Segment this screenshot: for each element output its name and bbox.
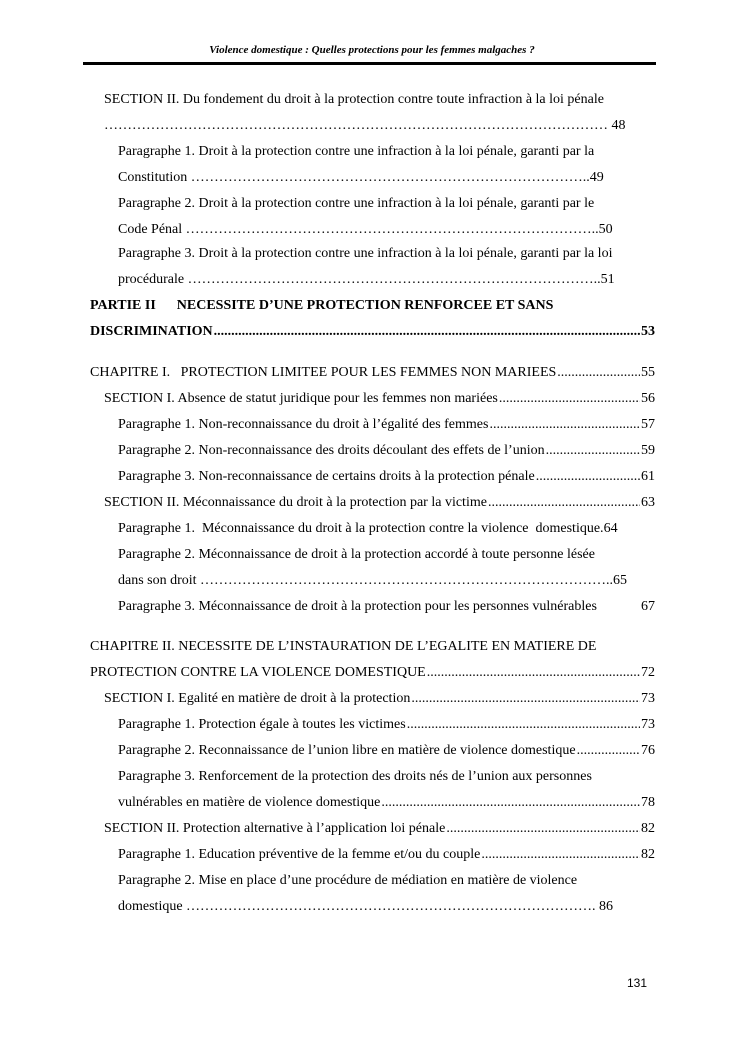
toc-paragraph-2-line-2: Code Pénal ……………………………………………………………………………..50 xyxy=(118,222,613,237)
page-number: 131 xyxy=(627,976,648,990)
dot-leader xyxy=(427,664,640,682)
toc-c2s1-paragraph-1 xyxy=(118,716,655,734)
toc-c2s2-paragraph-1 xyxy=(118,846,655,864)
dot-leader xyxy=(546,442,640,460)
dot-leader xyxy=(577,742,640,760)
toc-paragraph-2-line-1: Paragraphe 2. Droit à la protection contre une infraction à la loi pénale, garanti par le xyxy=(118,196,595,211)
toc-section-2-line-2: ……………………………………………………………………………………………… 48 xyxy=(104,118,626,133)
dot-leader xyxy=(407,716,640,734)
toc-c2s1-paragraph-2 xyxy=(118,742,655,760)
toc-c1s1-paragraph-1 xyxy=(118,416,655,434)
toc-c1s1-paragraph-2 xyxy=(118,442,655,460)
toc-entry-title: SECTION II. Protection alternative à l’application loi pénale xyxy=(104,821,446,836)
toc-page-number: 64 xyxy=(603,521,618,536)
toc-chapitre-1 xyxy=(90,364,655,382)
toc-chapitre-2-section-1 xyxy=(104,690,655,708)
toc-paragraph-1-line-1: Paragraphe 1. Droit à la protection contre une infraction à la loi pénale, garanti par la xyxy=(118,144,595,159)
toc-entry-title: Paragraphe 2. Non-reconnaissance des droits découlant des effets de l’union xyxy=(118,443,545,458)
dot-leader xyxy=(411,690,640,708)
toc-chapitre-2-line-2 xyxy=(90,664,655,682)
toc-page-number: 63 xyxy=(641,495,655,510)
toc-page-number: 59 xyxy=(641,443,655,458)
toc-c1s2-paragraph-3 xyxy=(118,598,655,616)
toc-page-number: 53 xyxy=(641,324,655,339)
toc-entry-title: Paragraphe 1. Protection égale à toutes les victimes xyxy=(118,717,406,732)
toc-section-2-line-1: SECTION II. Du fondement du droit à la protection contre toute infraction à la loi pénale xyxy=(104,92,604,107)
toc-entry-title: Paragraphe 3. Méconnaissance de droit à la protection pour les personnes vulnérables xyxy=(118,599,597,614)
dot-leader xyxy=(489,416,640,434)
toc-c1s2-paragraph-1 xyxy=(118,520,655,538)
dot-leader xyxy=(381,794,640,812)
toc-page-number: 82 xyxy=(641,847,655,862)
toc-entry-title: SECTION I. Absence de statut juridique pour les femmes non mariées xyxy=(104,391,498,406)
toc-entry-title: SECTION II. Méconnaissance du droit à la protection par la victime xyxy=(104,495,487,510)
dot-leader xyxy=(536,468,640,486)
toc-page-number: 61 xyxy=(641,469,655,484)
toc-paragraph-3-line-2: procédurale ……………………………………………………………………………..51 xyxy=(118,272,615,287)
toc-page-number: 72 xyxy=(641,665,655,680)
toc-page-number: 76 xyxy=(641,743,655,758)
dot-leader xyxy=(214,323,640,341)
toc-entry-title: Paragraphe 2. Reconnaissance de l’union libre en matière de violence domestique xyxy=(118,743,576,758)
toc-entry-title: Paragraphe 1. Non-reconnaissance du droit à l’égalité des femmes xyxy=(118,417,489,432)
toc-entry-title: Paragraphe 3. Non-reconnaissance de certains droits à la protection pénale xyxy=(118,469,535,484)
toc-c2s2-paragraph-2-line-2: domestique ……………………………………………………………………………. 86 xyxy=(118,899,614,914)
toc-chapitre-1-section-1 xyxy=(104,390,655,408)
toc-chapitre-2-section-2 xyxy=(104,820,655,838)
running-header: Violence domestique : Quelles protections pour les femmes malgaches ? xyxy=(209,44,535,56)
toc-paragraph-3-line-1: Paragraphe 3. Droit à la protection contre une infraction à la loi pénale, garanti par la loi xyxy=(118,246,613,261)
toc-chapitre-1-title: CHAPITRE I. PROTECTION LIMITEE POUR LES FEMMES NON MARIEES xyxy=(90,365,557,380)
dot-leader xyxy=(557,364,640,382)
toc-chapitre-2-line-1: CHAPITRE II. NECESSITE DE L’INSTAURATION DE L’EGALITE EN MATIERE DE xyxy=(90,639,597,654)
toc-page-number: 73 xyxy=(641,691,655,706)
dot-leader xyxy=(481,846,640,864)
toc-c2s1-paragraph-3-line-1: Paragraphe 3. Renforcement de la protection des droits nés de l’union aux personnes xyxy=(118,769,592,784)
toc-entry-title: vulnérables en matière de violence domestique xyxy=(118,795,381,810)
toc-paragraph-1-line-2: Constitution …………………………………………………………………………..49 xyxy=(118,170,604,185)
toc-partie-2-line-2 xyxy=(90,323,655,341)
toc-partie-2-line-1: PARTIE II NECESSITE D’UNE PROTECTION RENFORCEE ET SANS xyxy=(90,298,554,313)
toc-page-number: 56 xyxy=(641,391,655,406)
dot-leader xyxy=(499,390,640,408)
toc-c2s1-paragraph-3-line-2 xyxy=(118,794,655,812)
toc-page-number: 67 xyxy=(641,599,655,614)
toc-c1s2-paragraph-2-line-2: dans son droit ……………………………………………………………………………..65 xyxy=(118,573,628,588)
toc-c1s2-paragraph-2-line-1: Paragraphe 2. Méconnaissance de droit à la protection accordé à toute personne lésée xyxy=(118,547,595,562)
toc-entry-title: SECTION I. Egalité en matière de droit à la protection xyxy=(104,691,411,706)
toc-c1s1-paragraph-3 xyxy=(118,468,655,486)
toc-entry-title: Paragraphe 1. Education préventive de la femme et/ou du couple xyxy=(118,847,481,862)
toc-c2s2-paragraph-2-line-1: Paragraphe 2. Mise en place d’une procédure de médiation en matière de violence xyxy=(118,873,578,888)
toc-page-number: 55 xyxy=(641,365,655,380)
dot-leader xyxy=(488,494,640,512)
toc-entry-title: PROTECTION CONTRE LA VIOLENCE DOMESTIQUE xyxy=(90,665,426,680)
dot-leader xyxy=(446,820,640,838)
toc-chapitre-1-section-2 xyxy=(104,494,655,512)
toc-partie-2-title: DISCRIMINATION xyxy=(90,324,213,339)
toc-page-number: 82 xyxy=(641,821,655,836)
toc-page-number: 73 xyxy=(641,717,655,732)
toc-entry-title: Paragraphe 1. Méconnaissance du droit à la protection contre la violence domestique. xyxy=(118,521,604,536)
toc-page-number: 57 xyxy=(641,417,655,432)
toc-page-number: 78 xyxy=(641,795,655,810)
